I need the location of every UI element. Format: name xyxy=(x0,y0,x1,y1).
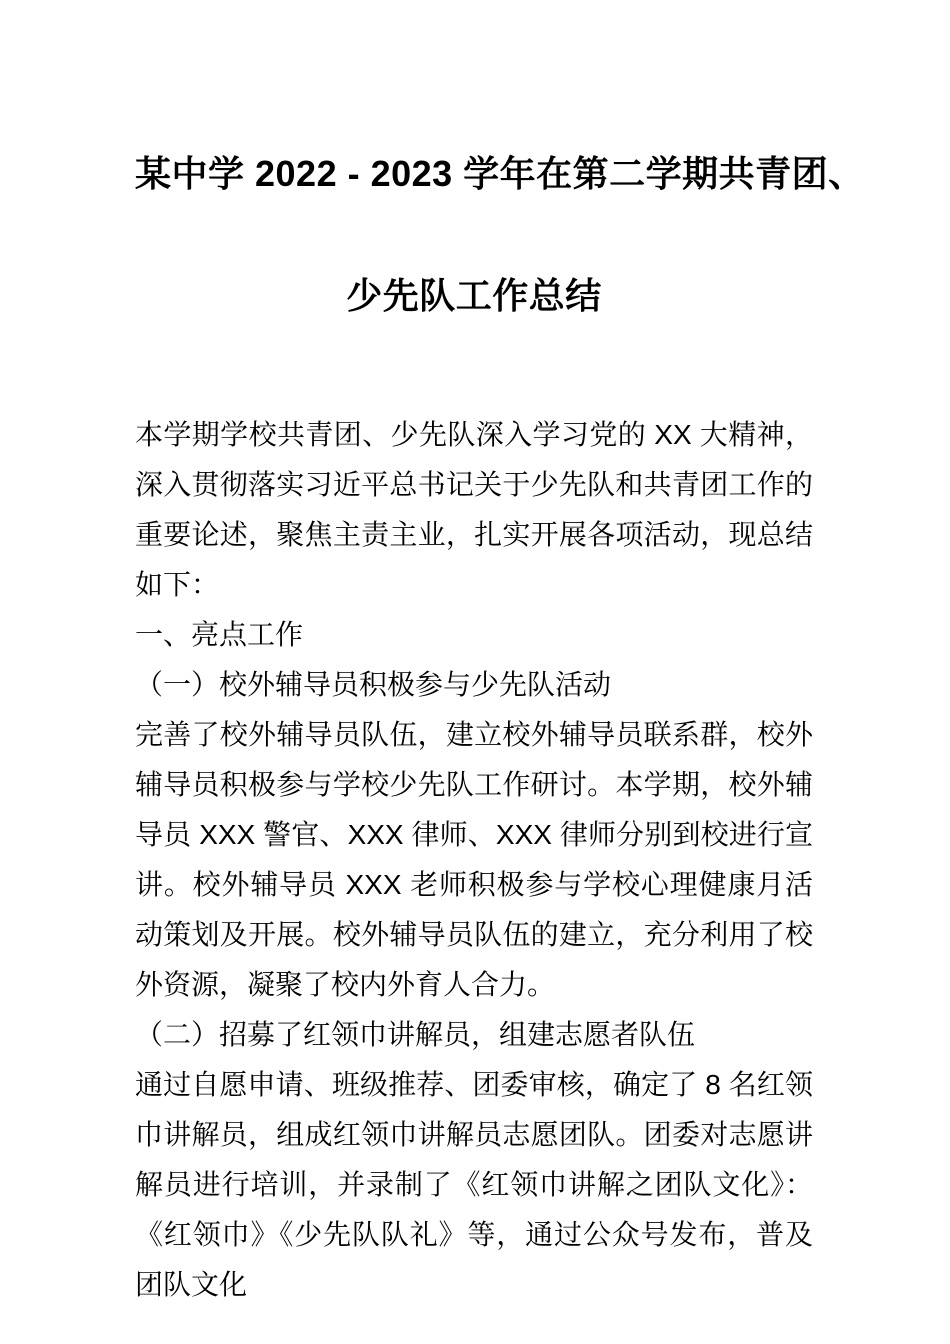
paragraph-off-campus-counselors: 完善了校外辅导员队伍，建立校外辅导员联系群，校外辅导员积极参与学校少先队工作研讨。本学期，校外辅导员 XXX 警官、XXX 律师、XXX 律师分别到校进行宣讲。校外辅导员 XXX 老师积极参与学校心理健康月活动策划及开展。校外辅导员队伍的建立，充分利用了校外资源，凝聚了校内外育人合力。 xyxy=(135,719,813,1000)
heading-red-scarf-guides: （二）招募了红领巾讲解员，组建志愿者队伍 xyxy=(135,1019,696,1050)
heading-off-campus-counselors: （一）校外辅导员积极参与少先队活动 xyxy=(135,669,612,700)
heading-highlight-work: 一、亮点工作 xyxy=(135,619,304,650)
paragraph-red-scarf-guides: 通过自愿申请、班级推荐、团委审核，确定了 8 名红领巾讲解员，组成红领巾讲解员志愿团队。团委对志愿讲解员进行培训，并录制了《红领巾讲解之团队文化》：《红领巾》《少先队队礼》等，通过公众号发布，普及团队文化 xyxy=(135,1069,813,1300)
document-title-line-1: 某中学 2022 - 2023 学年在第二学期共青团、 xyxy=(135,153,865,194)
document-body xyxy=(135,410,813,1310)
document-title-line-2: 少先队工作总结 xyxy=(346,275,602,316)
paragraph-intro: 本学期学校共青团、少先队深入学习党的 XX 大精神，深入贯彻落实习近平总书记关于少先队和共青团工作的重要论述，聚焦主责主业，扎实开展各项活动，现总结如下： xyxy=(135,419,813,600)
